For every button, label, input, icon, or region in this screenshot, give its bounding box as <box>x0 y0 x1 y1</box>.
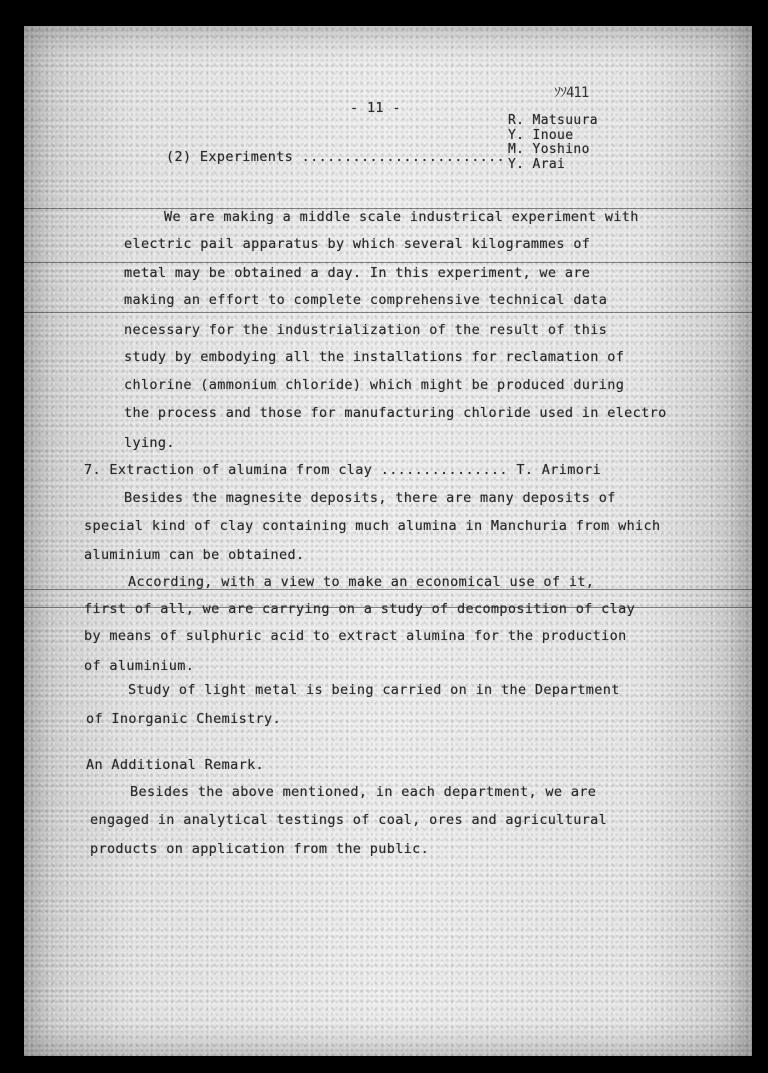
text-line: products on application from the public. <box>90 841 430 857</box>
text-line: of aluminium. <box>84 658 195 674</box>
text-line: chlorine (ammonium chloride) which might be produced during <box>124 377 625 393</box>
text-line: Besides the magnesite deposits, there are many deposits of <box>124 490 616 506</box>
text-line: aluminium can be obtained. <box>84 547 305 563</box>
numbered-heading: 7. Extraction of alumina from clay ............... T. Arimori <box>84 462 602 478</box>
text-line: the process and those for manufacturing chloride used in electro <box>124 405 667 421</box>
page-number: - 11 - <box>350 100 401 116</box>
document-page <box>24 26 752 1056</box>
scan-rule <box>24 262 752 263</box>
author-name: Y. Arai <box>508 157 566 172</box>
text-line: metal may be obtained a day. In this experiment, we are <box>124 265 591 281</box>
author-name: Y. Inoue <box>508 128 574 143</box>
author-name: M. Yoshino <box>508 142 590 157</box>
text-line: electric pail apparatus by which several kilogrammes of <box>124 236 591 252</box>
text-line: by means of sulphuric acid to extract alumina for the production <box>84 628 627 644</box>
text-line: According, with a view to make an economical use of it, <box>128 574 595 590</box>
text-line: necessary for the industrialization of the result of this <box>124 322 608 338</box>
text-line: of Inorganic Chemistry. <box>86 711 281 727</box>
section-heading: (2) Experiments ........................ <box>166 149 506 165</box>
text-line: special kind of clay containing much alumina in Manchuria from which <box>84 518 661 534</box>
author-name: R. Matsuura <box>508 113 598 128</box>
text-line: Study of light metal is being carried on in the Department <box>128 682 620 698</box>
scan-rule <box>24 312 752 313</box>
text-line: making an effort to complete comprehensive technical data <box>124 292 608 308</box>
handwritten-mark: ｿｿ411 <box>554 85 589 101</box>
text-line: study by embodying all the installations for reclamation of <box>124 349 625 365</box>
text-line: We are making a middle scale industrical experiment with <box>164 209 639 225</box>
text-line: Besides the above mentioned, in each department, we are <box>130 784 597 800</box>
subheading: An Additional Remark. <box>86 757 265 773</box>
text-line: lying. <box>124 435 175 451</box>
text-line: first of all, we are carrying on a study of decomposition of clay <box>84 601 636 617</box>
text-line: engaged in analytical testings of coal, ores and agricultural <box>90 812 608 828</box>
